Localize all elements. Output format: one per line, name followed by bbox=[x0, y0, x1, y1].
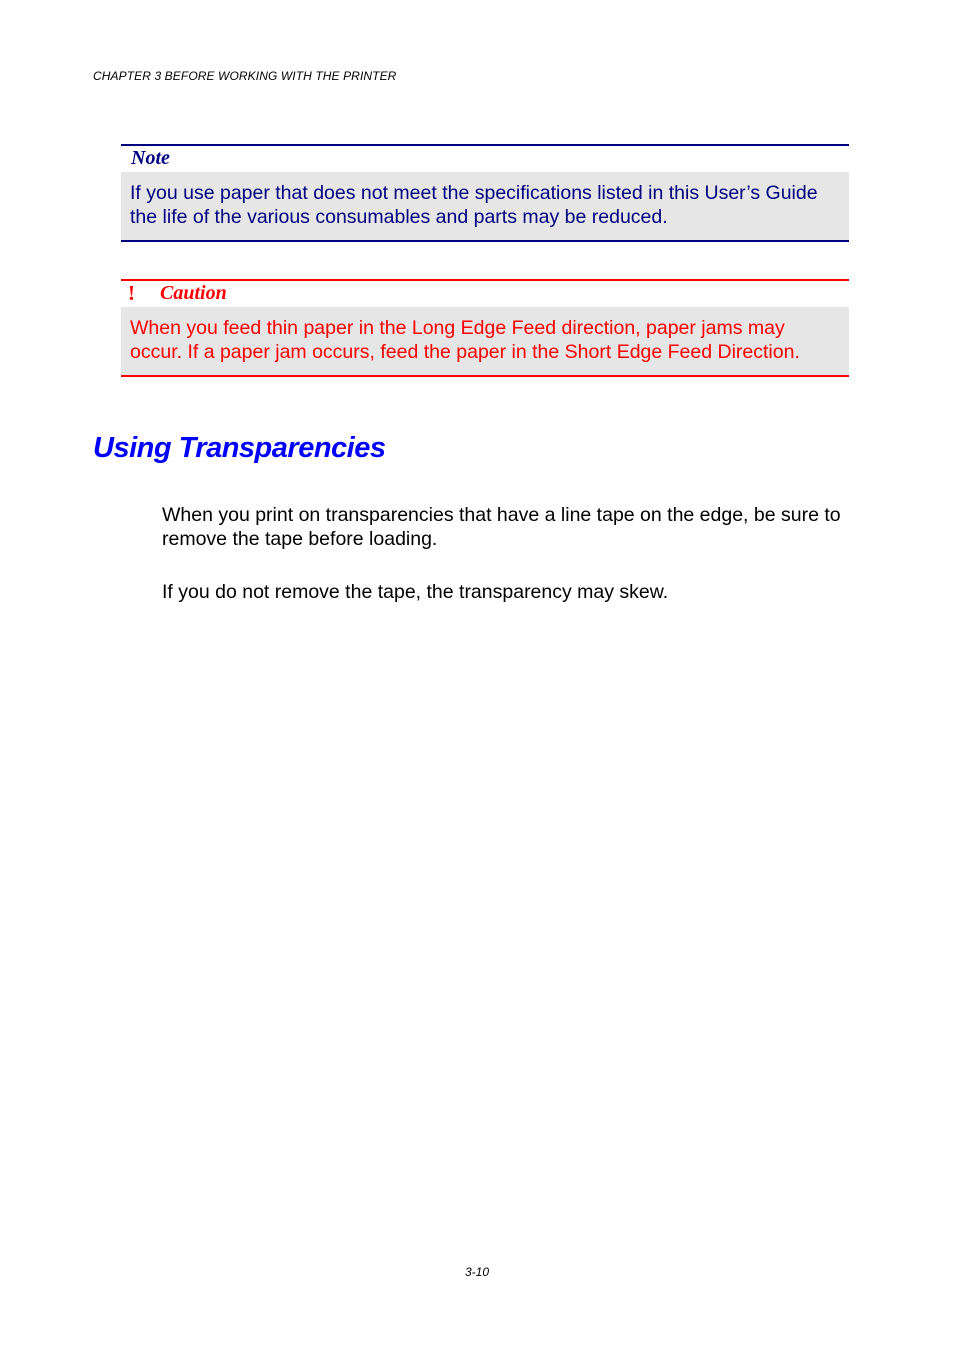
exclamation-icon: ! bbox=[128, 281, 135, 305]
note-title: Note bbox=[131, 147, 170, 169]
page-number: 3-10 bbox=[464, 1265, 490, 1279]
section-heading: Using Transparencies bbox=[93, 432, 386, 464]
note-title-row bbox=[121, 144, 849, 172]
paragraph: If you do not remove the tape, the transparency may skew. bbox=[162, 581, 669, 603]
paragraph: When you print on transparencies that have a line tape on the edge, be sure to remove the tape before loading. bbox=[162, 504, 841, 550]
note-body: If you use paper that does not meet the specifications listed in this User’s Guide the life of the various consumables and parts may be reduced. bbox=[121, 172, 849, 242]
caution-title-row bbox=[121, 279, 849, 307]
caution-title: Caution bbox=[160, 282, 227, 304]
running-header: CHAPTER 3 BEFORE WORKING WITH THE PRINTER bbox=[93, 69, 397, 83]
caution-box bbox=[121, 279, 849, 377]
note-box bbox=[121, 144, 849, 242]
caution-body: When you feed thin paper in the Long Edge Feed direction, paper jams may occur. If a paper jam occurs, feed the paper in the Short Edge Feed Direction. bbox=[121, 307, 849, 377]
